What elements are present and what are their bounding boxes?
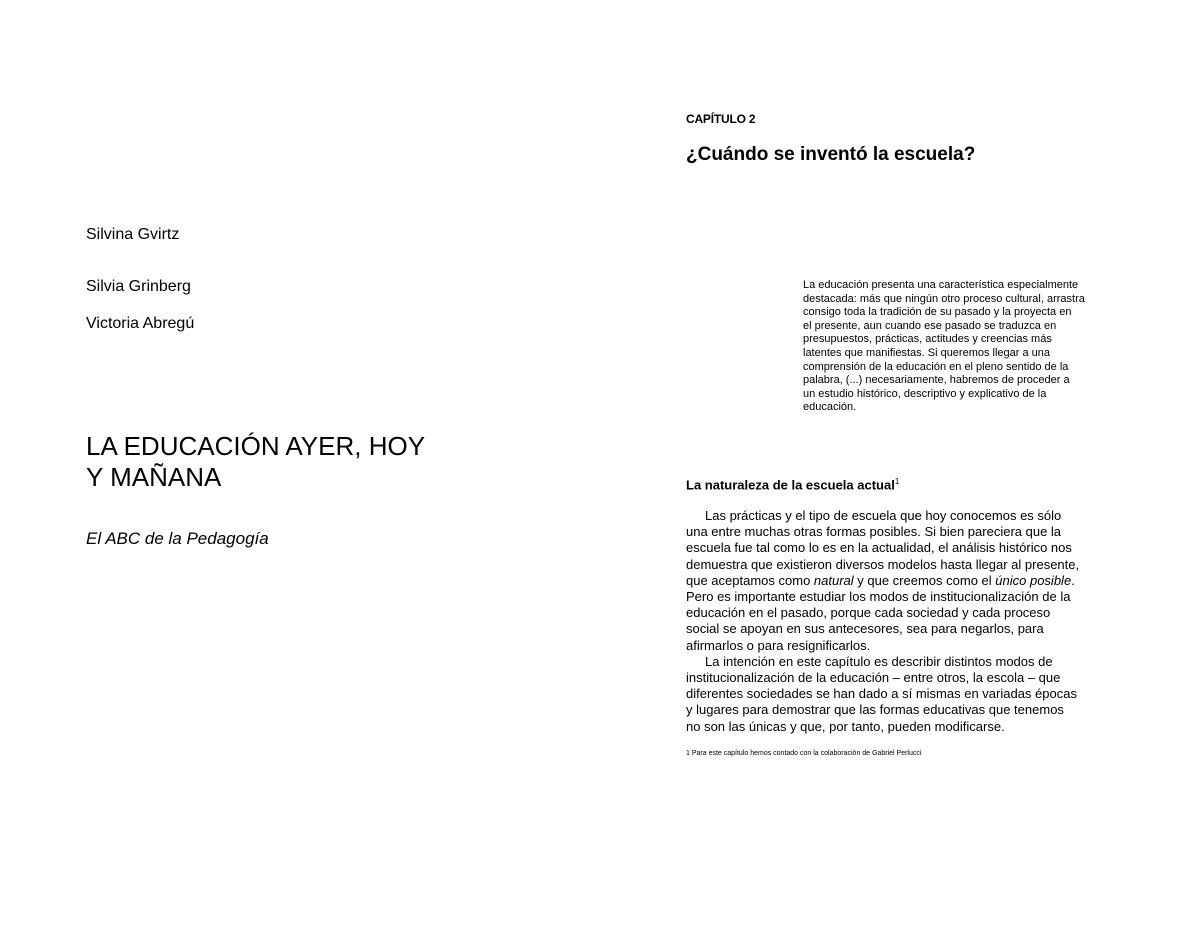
chapter-title: ¿Cuándo se inventó la escuela? bbox=[686, 144, 976, 165]
epigraph-line: comprensión de la educación en el pleno sentido de la bbox=[803, 360, 1069, 373]
body-line: demuestra que existieron diversos modelos hasta llegar al presente, bbox=[686, 556, 1080, 572]
epigraph-line: consigo toda la tradición de su pasado y la proyecta en bbox=[803, 306, 1072, 319]
body-line: diferentes sociedades se han dado a sí mismas en variadas épocas bbox=[686, 686, 1077, 702]
book-title-line: LA EDUCACIÓN AYER, HOY bbox=[86, 431, 426, 461]
body-line: social se apoyan en sus antecesores, sea para negarlos, para bbox=[686, 621, 1044, 637]
section-title bbox=[686, 477, 899, 492]
body-line: institucionalización de la educación – entre otros, la escola – que bbox=[686, 670, 1061, 686]
body-text-run: . bbox=[1071, 572, 1075, 588]
body-line: una entre muchas otras formas posibles. Si bien pareciera que la bbox=[686, 524, 1062, 540]
body-line: no son las únicas y que, por tanto, pueden modificarse. bbox=[686, 718, 1005, 734]
emphasis-unico-posible: único posible bbox=[995, 572, 1072, 588]
epigraph-line: latentes que manifiestas. Si queremos llegar a una bbox=[803, 346, 1051, 359]
body-line: Pero es importante estudiar los modos de institucionalización de la bbox=[686, 589, 1071, 605]
book-subtitle: El ABC de la Pedagogía bbox=[86, 529, 269, 548]
epigraph-line: La educación presenta una característica especialmente bbox=[803, 279, 1079, 291]
footnote-reference: 1 bbox=[894, 477, 900, 486]
epigraph-line: presupuestos, prácticas, actitudes y creencias más bbox=[803, 333, 1052, 346]
book-title-line: Y MAÑANA bbox=[86, 462, 222, 492]
section-title-text: La naturaleza de la escuela actual bbox=[686, 477, 895, 493]
emphasis-natural: natural bbox=[813, 572, 854, 588]
body-line: y lugares para demostrar que las formas educativas que tenemos bbox=[686, 702, 1064, 718]
body-text-run: y que creemos como el bbox=[853, 572, 996, 588]
body-text bbox=[686, 508, 1080, 735]
body-line: afirmarlos o para resignificarlos. bbox=[686, 637, 871, 653]
body-line: La intención en este capítulo es describir distintos modos de bbox=[705, 653, 1053, 669]
body-line: Las prácticas y el tipo de escuela que hoy conocemos es sólo bbox=[705, 508, 1062, 523]
author-name: Silvia Grinberg bbox=[86, 278, 191, 295]
epigraph-line: palabra, (...) necesariamente, habremos de proceder a bbox=[803, 374, 1070, 387]
epigraph-line: el presente, aun cuando ese pasado se traduzca en bbox=[803, 319, 1057, 332]
epigraph-line: destacada: más que ningún otro proceso cultural, arrastra bbox=[803, 292, 1085, 305]
epigraph-line: educación. bbox=[803, 401, 857, 414]
body-line: escuela fue tal como lo es en la actualidad, el análisis histórico nos bbox=[686, 540, 1072, 556]
body-line: educación en el pasado, porque cada sociedad y cada proceso bbox=[686, 605, 1051, 621]
footnote: 1 Para este capítulo hemos contado con la colaboración de Gabriel Perlucci bbox=[686, 750, 922, 757]
author-name: Silvina Gvirtz bbox=[86, 226, 180, 243]
right-page bbox=[600, 0, 1200, 927]
body-text-run: que aceptamos como bbox=[686, 572, 814, 588]
chapter-label: CAPÍTULO 2 bbox=[686, 112, 756, 126]
epigraph bbox=[803, 279, 1115, 415]
author-name: Victoria Abregú bbox=[86, 315, 195, 332]
book-title bbox=[86, 431, 506, 493]
epigraph-line: un estudio histórico, descriptivo y explicativo de la bbox=[803, 387, 1047, 400]
body-line bbox=[686, 572, 1075, 589]
